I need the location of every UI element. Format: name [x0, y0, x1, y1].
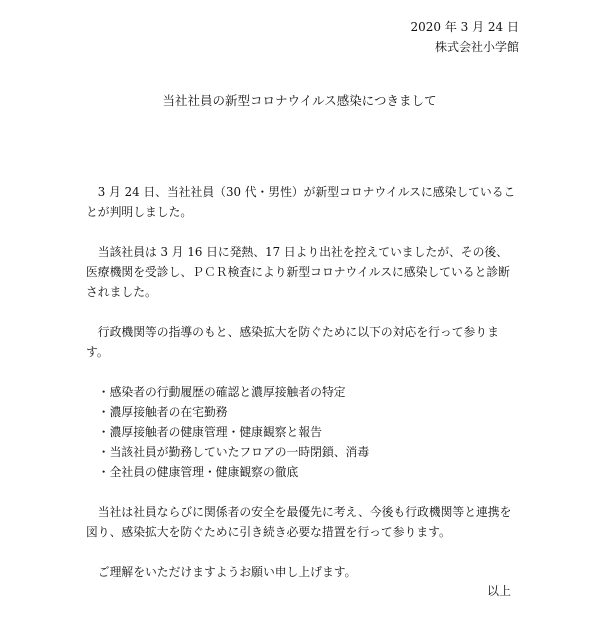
company-name: 株式会社小学館 [434, 40, 519, 54]
paragraph-request: ご理解をいただけますようお願い申し上げます。 [97, 565, 357, 579]
paragraph-policy: 当社は社員ならびに関係者の安全を最優先に考え、今後も行政機関等と連携を図り、感染拡大を防ぐために引き続き必要な措置を行って参ります。 [86, 505, 512, 539]
document-title: 当社社員の新型コロナウイルス感染につきまして [162, 93, 437, 108]
list-item: ・感染者の行動履歴の確認と濃厚接触者の特定 [97, 385, 346, 399]
paragraph-response-intro: 行政機関等の指導のもと、感染拡大を防ぐために以下の対応を行って参ります。 [86, 325, 499, 359]
measures-list [86, 382, 516, 482]
paragraph-details: 当該社員は 3 月 16 日に発熱、17 日より出社を控えていましたが、その後、医療機関を受診し、ＰＣＲ検査により新型コロナウイルスに感染していると診断されました。 [86, 245, 510, 299]
list-item: ・全社員の健康管理・健康観察の徹底 [97, 465, 299, 479]
list-item: ・濃厚接触者の在宅勤務 [97, 405, 228, 419]
document-date: 2020 年 3 月 24 日 [410, 20, 519, 34]
list-item: ・当該社員が勤務していたフロアの一時閉鎖、消毒 [97, 445, 370, 459]
list-item: ・濃厚接触者の健康管理・健康観察と報告 [97, 425, 322, 439]
paragraph-announcement: 3 月 24 日、当社社員（30 代・男性）が新型コロナウイルスに感染していることが判明しました。 [86, 185, 516, 219]
document-body [86, 182, 516, 582]
closing-mark: 以上 [486, 584, 511, 598]
